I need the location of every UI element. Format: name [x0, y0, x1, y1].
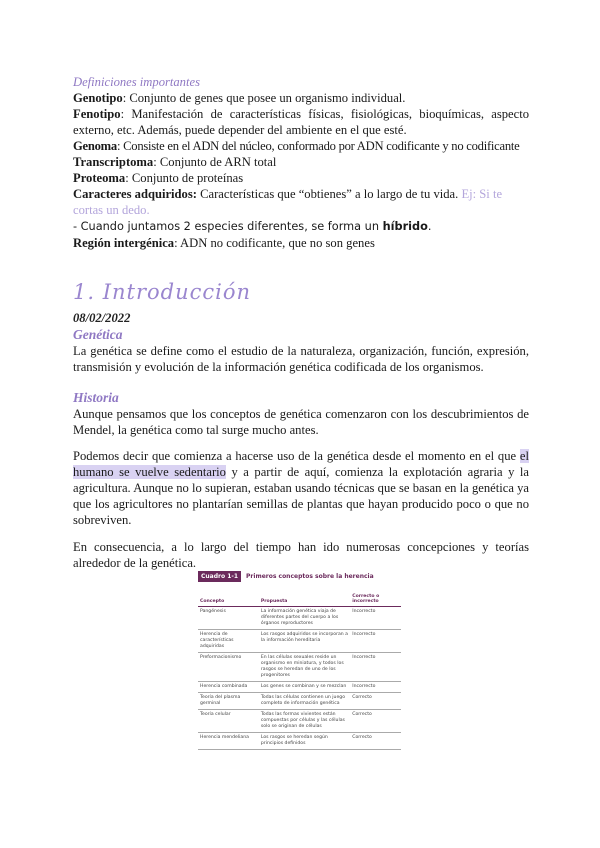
- definition-term: Región intergénica: [73, 236, 175, 250]
- table-title: Primeros conceptos sobre la herencia: [246, 573, 374, 580]
- section-header: [73, 279, 529, 305]
- definition-text: : Conjunto de proteínas: [125, 171, 244, 185]
- definition-caracteres-adquiridos: [73, 186, 529, 218]
- table-cell: Incorrecto: [350, 606, 401, 629]
- definition-example: Ej: Si te cortas un dedo.: [73, 187, 503, 217]
- section-date: 08/02/2022: [73, 311, 131, 325]
- definition-text: : Manifestación de características físicas, fisiológicas, bioquímicas, aspecto externo, etc. Además, puede depender del ambiente en el que esté.: [73, 107, 529, 137]
- definition-fenotipo: [73, 106, 529, 138]
- table-cell: Incorrecto: [350, 652, 401, 681]
- highlighted-text: el humano se vuelve sedentario: [73, 449, 529, 479]
- section-title: 1. Introducción: [73, 280, 252, 304]
- table-cell: Correcto: [350, 732, 401, 749]
- definition-term: Genotipo: [73, 91, 123, 105]
- table-row: [198, 652, 401, 681]
- table-cell: Herencia de características adquiridas: [198, 629, 259, 652]
- definition-proteoma: [73, 170, 529, 186]
- historia-paragraph-3-block: [73, 539, 529, 571]
- genetica-paragraph: La genética se define como el estudio de la naturaleza, organización, función, expresión, transmisión y evolución de la información genética codificada de los organismos.: [73, 344, 529, 374]
- historia-heading: Historia: [73, 390, 119, 405]
- table-cell: Correcto: [350, 709, 401, 732]
- table-cell: Teoría del plasma germinal: [198, 692, 259, 709]
- column-header: Concepto: [198, 582, 259, 606]
- definition-transcriptoma: [73, 154, 529, 170]
- table-cell: Incorrecto: [350, 681, 401, 692]
- historia-paragraph-3: En consecuencia, a lo largo del tiempo han ido numerosas concepciones y teorías alrededor de la genética.: [73, 540, 529, 570]
- table-row: [198, 732, 401, 749]
- definition-text: : Consiste en el ADN del núcleo, conformado por ADN codificante y no codificante: [116, 139, 520, 153]
- table-cell: Pangénesis: [198, 606, 259, 629]
- table-row: [198, 606, 401, 629]
- genetica-section: [73, 310, 529, 375]
- definitions-heading: Definiciones importantes: [73, 75, 200, 89]
- table-tag: Cuadro 1-1: [198, 571, 241, 582]
- definition-text: Características que “obtienes” a lo largo de tu vida.: [196, 187, 462, 201]
- column-header: Propuesta: [259, 582, 350, 606]
- historia-p2-text-after: y a partir de aquí, comienza la explotación agraria y la agricultura. Aunque no lo supieran, estaban usando técnicas que se basan en la genética ya que los agricultores no plantarían semillas de plantas que hayan producido poco o que no sobreviven.: [73, 465, 529, 527]
- historia-section: [73, 389, 529, 438]
- definition-genotipo: [73, 90, 529, 106]
- definition-region-intergenica: [73, 235, 529, 251]
- table-row: [198, 681, 401, 692]
- definition-term: Transcriptoma: [73, 155, 154, 169]
- herencia-table-image: [198, 571, 401, 848]
- definition-text: : ADN no codificante, que no son genes: [174, 236, 375, 250]
- hybrid-text-before: - Cuando juntamos 2 especies diferentes, se forma un: [73, 220, 383, 233]
- table-cell: Los rasgos se heredan según principios definidos: [259, 732, 350, 749]
- historia-paragraph-1: Aunque pensamos que los conceptos de genética comenzaron con los descubrimientos de Mendel, la genética como tal surge mucho antes.: [73, 407, 529, 437]
- table-cell: En las células sexuales reside un organismo en miniatura, y todos los rasgos se heredan de uno de los progenitores: [259, 652, 350, 681]
- historia-p2-text-before: Podemos decir que comienza a hacerse uso de la genética desde el momento en el que: [73, 449, 520, 463]
- table-cell: Preformacionismo: [198, 652, 259, 681]
- historia-paragraph-2: [73, 448, 529, 528]
- definition-text: : Conjunto de ARN total: [153, 155, 277, 169]
- table-cell: Los genes se combinan y se mezclan: [259, 681, 350, 692]
- herencia-table: [198, 582, 401, 750]
- table-header-row: [198, 582, 401, 606]
- definition-term: Caracteres adquiridos:: [73, 187, 197, 201]
- definition-hibrido: [73, 218, 529, 235]
- definition-term: Proteoma: [73, 171, 126, 185]
- definition-genoma: [73, 138, 529, 154]
- definition-term: Genoma: [73, 139, 117, 153]
- definitions-section: [73, 74, 529, 251]
- table-cell: Correcto: [350, 692, 401, 709]
- definition-term: Fenotipo: [73, 107, 121, 121]
- genetica-heading: Genética: [73, 327, 123, 342]
- hybrid-text-after: .: [427, 220, 432, 233]
- hybrid-term: híbrido: [382, 220, 428, 233]
- table-cell: Herencia mendeliana: [198, 732, 259, 749]
- table-cell: La información genética viaja de diferentes partes del cuerpo a los órganos reproductores: [259, 606, 350, 629]
- table-header-bar: [198, 571, 401, 582]
- table-row: [198, 709, 401, 732]
- table-cell: Incorrecto: [350, 629, 401, 652]
- table-cell: Todas las formas vivientes están compuestas por células y las células solo se originan de células: [259, 709, 350, 732]
- column-header: Correcto o incorrecto: [350, 582, 401, 606]
- table-cell: Los rasgos adquiridos se incorporan a la información hereditaria: [259, 629, 350, 652]
- historia-paragraph-2-block: [73, 448, 529, 528]
- table-row: [198, 629, 401, 652]
- table-cell: Teoría celular: [198, 709, 259, 732]
- table-cell: Herencia combinada: [198, 681, 259, 692]
- table-cell: Todas las células contienen un juego completo de información genética: [259, 692, 350, 709]
- definition-text: : Conjunto de genes que posee un organismo individual.: [122, 91, 406, 105]
- table-row: [198, 692, 401, 709]
